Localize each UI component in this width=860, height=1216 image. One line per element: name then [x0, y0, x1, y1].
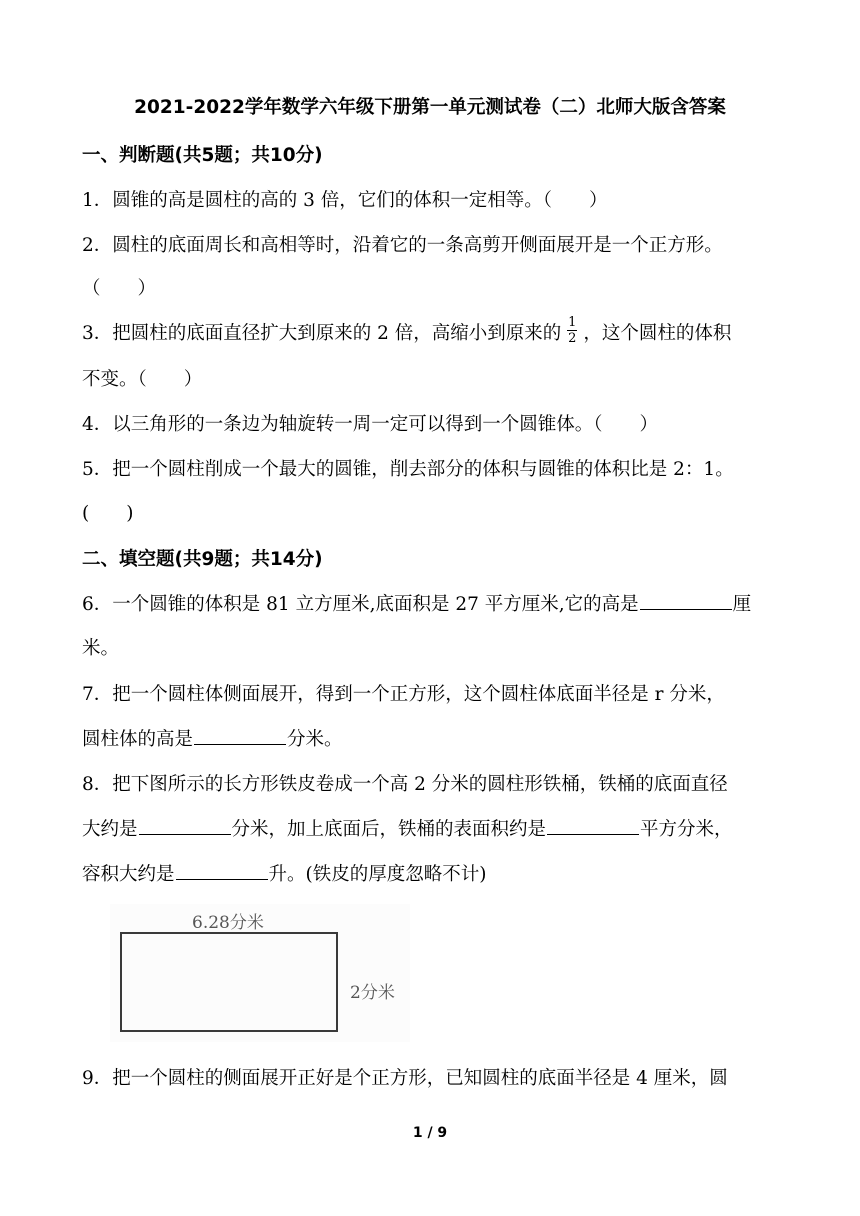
question-4: 4．以三角形的一条边为轴旋转一周一定可以得到一个圆锥体。（ ） — [82, 414, 659, 435]
question-9-line-1: 9．把一个圆柱的侧面展开正好是个正方形，已知圆柱的底面半径是 4 厘米，圆 — [82, 1068, 728, 1089]
fraction-one-half — [567, 316, 577, 345]
answer-blank[interactable] — [547, 816, 639, 835]
section-heading-fill-in: 二、填空题(共9题；共14分) — [82, 549, 323, 570]
rectangle-figure — [110, 904, 410, 1042]
question-8-line-3 — [82, 860, 486, 886]
figure-width-label: 6.28分米 — [192, 913, 264, 933]
answer-blank[interactable] — [194, 726, 286, 745]
fraction-denominator: 2 — [568, 330, 577, 346]
question-3-text-after: ，这个圆柱的体积 — [583, 323, 732, 344]
question-3-text-before: 3．把圆柱的底面直径扩大到原来的 2 倍，高缩小到原来的 — [82, 323, 562, 344]
question-7-line-1: 7．把一个圆柱体侧面展开，得到一个正方形，这个圆柱体底面半径是 r 分米， — [82, 684, 725, 705]
fraction-numerator: 1 — [568, 314, 577, 330]
question-5-line-1: 5．把一个圆柱削成一个最大的圆锥，削去部分的体积与圆锥的体积比是 2：1。 — [82, 459, 734, 480]
question-2-line-1: 2．圆柱的底面周长和高相等时，沿着它的一条高剪开侧面展开是一个正方形。 — [82, 235, 723, 256]
figure-height-label: 2分米 — [350, 983, 395, 1003]
question-7-line-2 — [82, 725, 343, 751]
question-6-text-after: 厘 — [732, 594, 752, 615]
question-8-text-d: 容积大约是 — [82, 864, 175, 885]
question-8-text-a: 大约是 — [82, 819, 138, 840]
question-2-line-2: （ ） — [82, 278, 157, 299]
question-8-text-b: 分米，加上底面后，铁桶的表面积约是 — [231, 819, 547, 840]
question-3-line-1 — [82, 314, 732, 349]
question-3-line-2: 不变。（ ） — [82, 369, 203, 390]
question-7-text-after: 分米。 — [287, 729, 343, 750]
question-8-line-1: 8．把下图所示的长方形铁皮卷成一个高 2 分米的圆柱形铁桶，铁桶的底面直径 — [82, 774, 728, 795]
section-heading-judgement: 一、判断题(共5题；共10分) — [82, 145, 323, 166]
question-8-text-c: 平方分米， — [640, 819, 733, 840]
answer-blank[interactable] — [640, 591, 732, 610]
question-8-line-2 — [82, 815, 733, 841]
page-number: 1 / 9 — [412, 1125, 448, 1141]
question-6-text-before: 6．一个圆锥的体积是 81 立方厘米,底面积是 27 平方厘米,它的高是 — [82, 594, 639, 615]
answer-blank[interactable] — [176, 861, 268, 880]
question-6-line-1 — [82, 590, 751, 616]
question-5-line-2: ( ) — [82, 503, 134, 524]
question-1: 1．圆锥的高是圆柱的高的 3 倍，它们的体积一定相等。（ ） — [82, 190, 608, 211]
answer-blank[interactable] — [139, 816, 231, 835]
question-6-line-2: 米。 — [82, 638, 120, 659]
question-8-text-e: 升。(铁皮的厚度忽略不计) — [268, 864, 487, 885]
page-title: 2021-2022学年数学六年级下册第一单元测试卷（二）北师大版含答案 — [134, 97, 726, 118]
iron-sheet-rectangle — [120, 932, 338, 1032]
question-7-text-before: 圆柱体的高是 — [82, 729, 194, 750]
